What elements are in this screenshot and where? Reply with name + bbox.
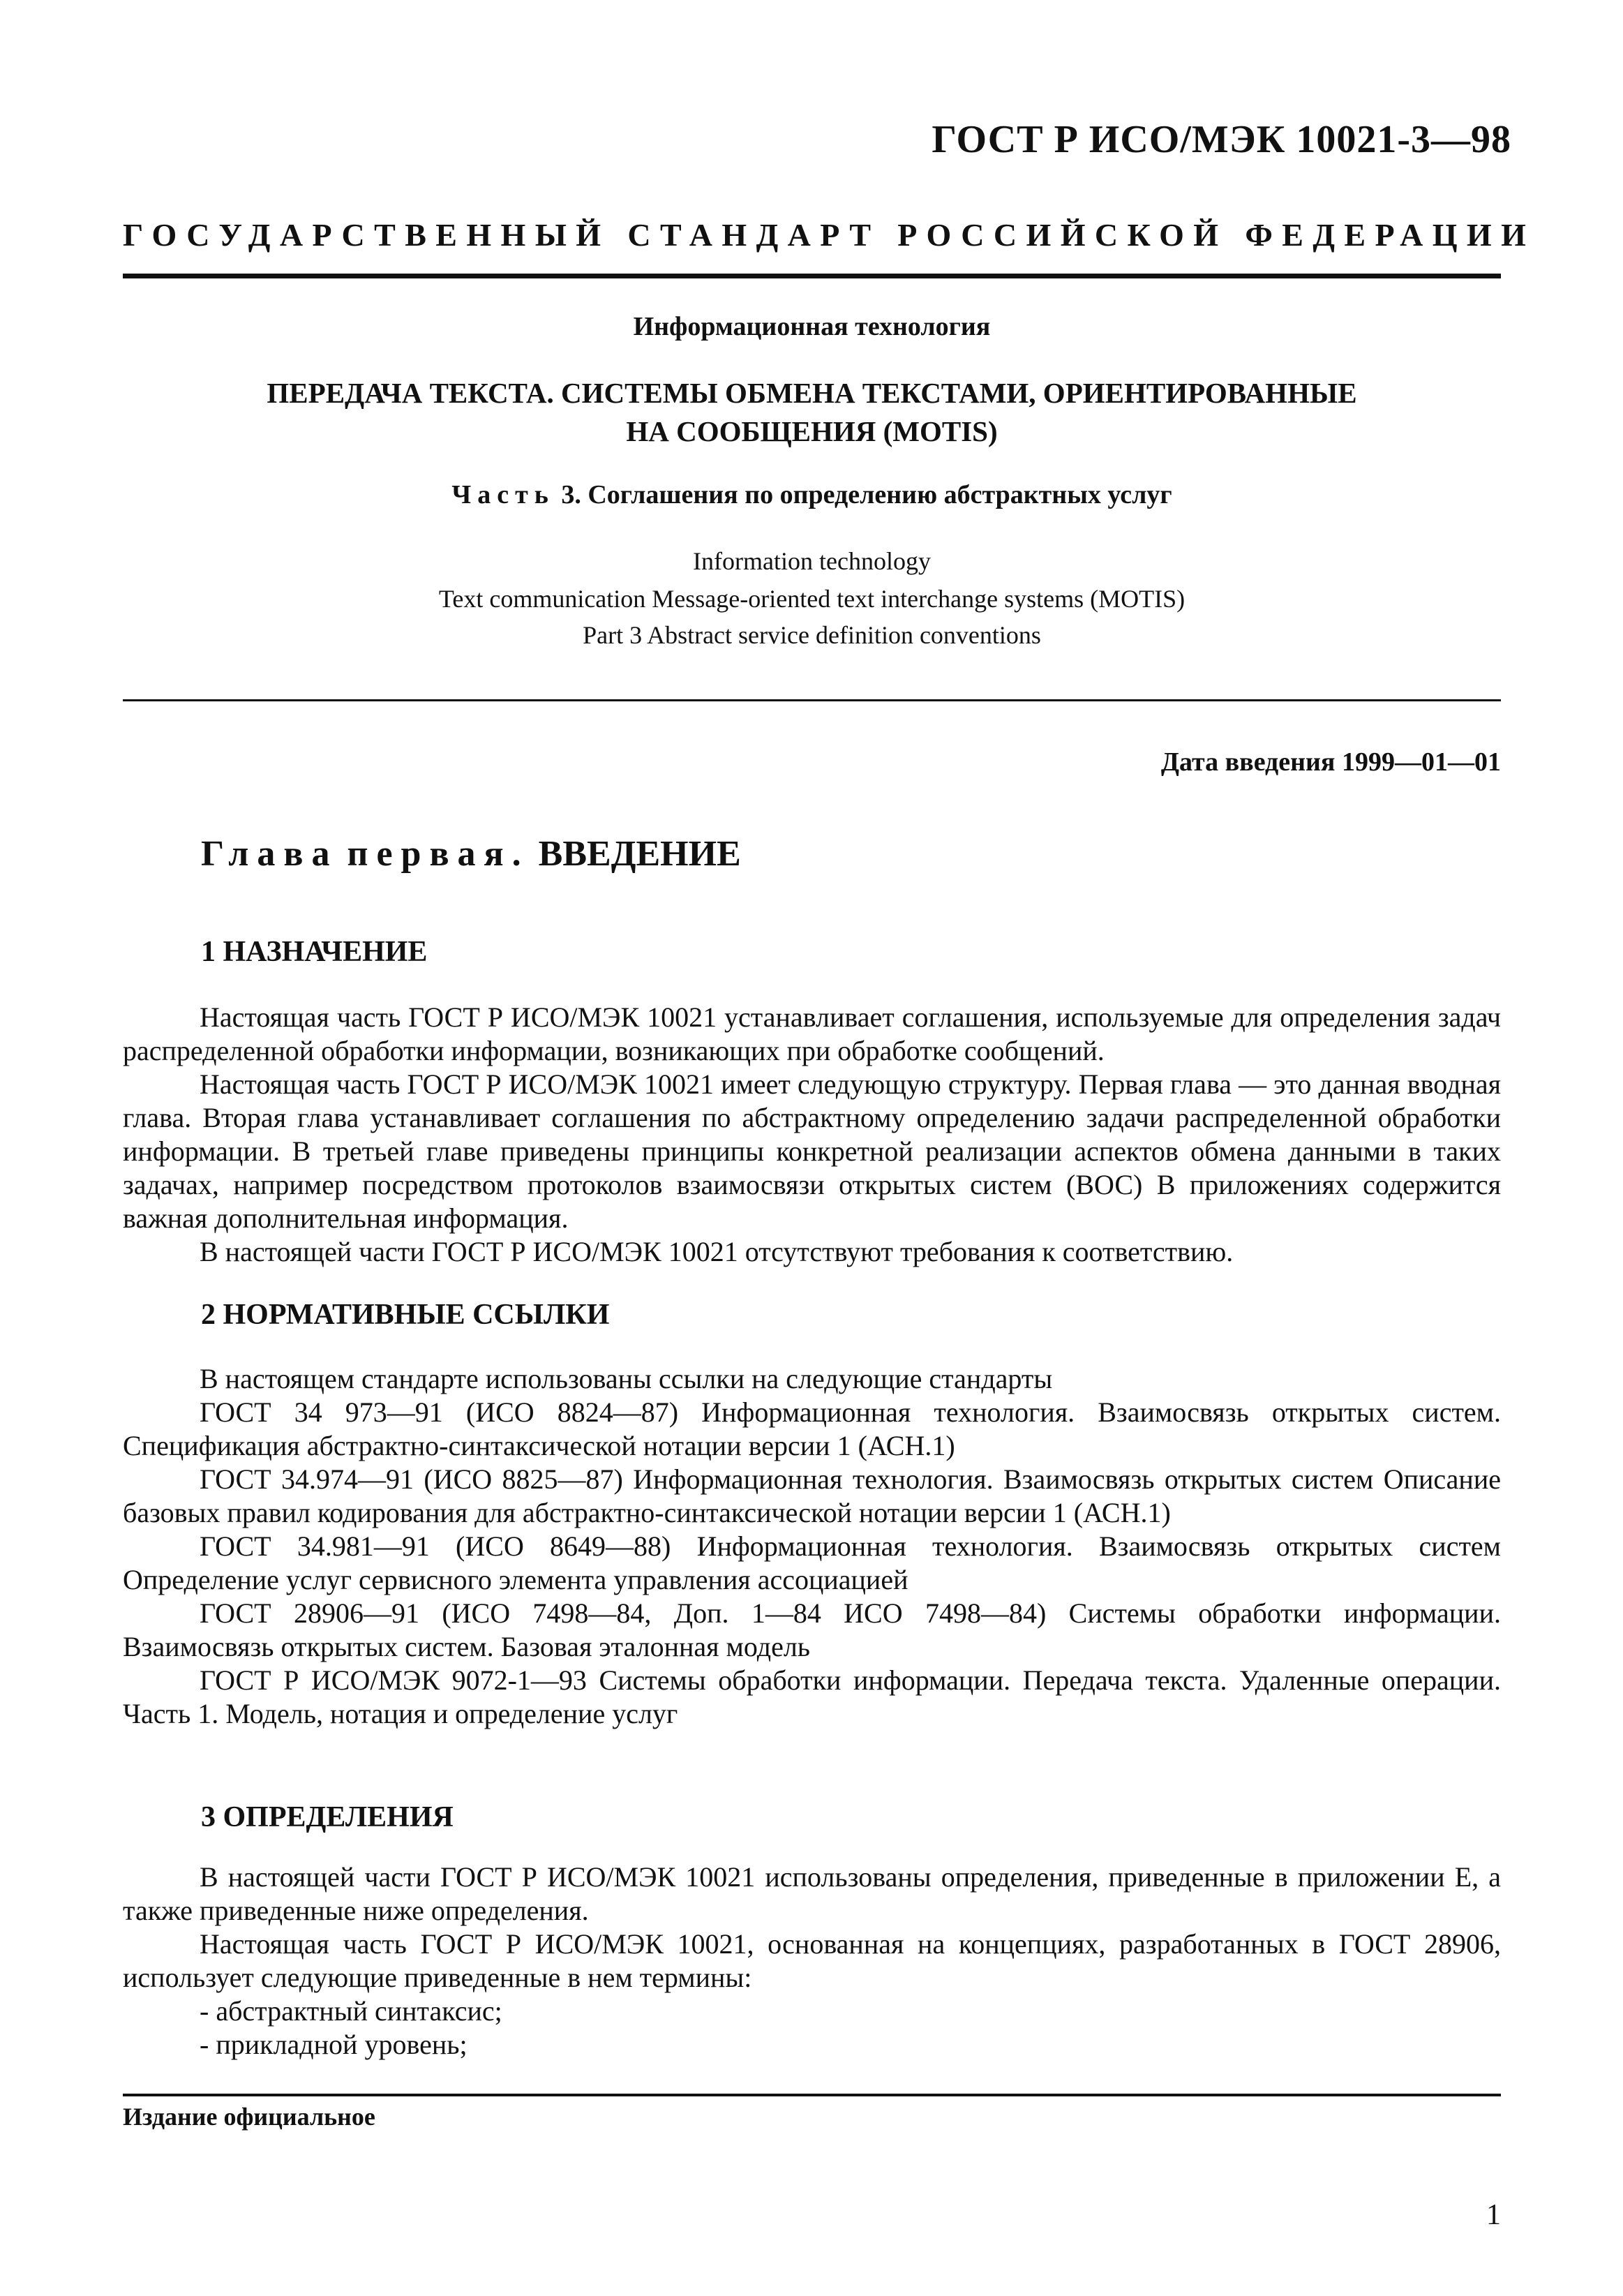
- subject-line: Информационная технология: [633, 312, 991, 341]
- chapter-heading: [201, 833, 741, 874]
- paragraph: Настоящая часть ГОСТ Р ИСО/МЭК 10021, основанная на концепциях, разработанных в ГОСТ 28906, использует следующие приведенные в нем термины:: [123, 1928, 1501, 1993]
- section-1-body: [123, 1001, 1501, 1269]
- paragraph: Настоящая часть ГОСТ Р ИСО/МЭК 10021 устанавливает соглашения, используемые для определения задач распределенной обработки информации, возникающих при обработке сообщений.: [123, 1001, 1501, 1066]
- chapter-name: ВВЕДЕНИЕ: [538, 834, 741, 874]
- reference-item: ГОСТ 28906—91 (ИСО 7498—84, Доп. 1—84 ИСО 7498—84) Системы обработки информации. Взаимосвязь открытых систем. Базовая эталонная модель: [123, 1597, 1501, 1662]
- part-title: [123, 479, 1501, 510]
- english-title-line-2: Text communication Message-oriented text interchange systems (MOTIS): [438, 585, 1186, 613]
- section-2-body: [123, 1362, 1501, 1731]
- list-item: - абстрактный синтаксис;: [200, 1995, 502, 2027]
- document-code: ГОСТ Р ИСО/МЭК 10021-3—98: [932, 118, 1511, 161]
- reference-item: ГОСТ Р ИСО/МЭК 9072-1—93 Системы обработки информации. Передача текста. Удаленные операции. Часть 1. Модель, нотация и определение услуг: [123, 1664, 1501, 1729]
- chapter-word-1: Глава: [201, 834, 338, 874]
- header-rule: [123, 274, 1501, 278]
- paragraph: В настоящей части ГОСТ Р ИСО/МЭК 10021 отсутствуют требования к соответствию.: [200, 1236, 1234, 1267]
- section-1-heading: 1 НАЗНАЧЕНИЕ: [201, 936, 428, 968]
- paragraph: В настоящем стандарте использованы ссылки на следующие стандарты: [200, 1363, 1053, 1394]
- title-line-2: НА СООБЩЕНИЯ (MOTIS): [626, 415, 998, 447]
- english-title-line-1: Information technology: [693, 547, 931, 575]
- list-item: - прикладной уровень;: [200, 2029, 468, 2060]
- paragraph: Настоящая часть ГОСТ Р ИСО/МЭК 10021 имеет следующую структуру. Первая глава — это данная вводная глава. Вторая глава устанавливает соглашения по абстрактному определению задачи распределенной обработки информации. В третьей главе приведены принципы конкретной реализации аспектов обмена данными в таких задачах, например посредством протоколов взаимосвязи открытых систем (ВОС) В приложениях содержится важная дополнительная информация.: [123, 1068, 1501, 1234]
- paragraph: В настоящей части ГОСТ Р ИСО/МЭК 10021 использованы определения, приведенные в приложении Е, а также приведенные ниже определения.: [123, 1861, 1501, 1926]
- state-standard-banner: ГОСУДАРСТВЕННЫЙ СТАНДАРТ РОССИЙСКОЙ ФЕДЕРАЦИИ: [123, 217, 1536, 253]
- reference-item: ГОСТ 34 973—91 (ИСО 8824—87) Информационная технология. Взаимосвязь открытых систем. Спецификация абстрактно-синтаксической нотации версии 1 (АСН.1): [123, 1396, 1501, 1461]
- part-word: Часть: [451, 480, 555, 509]
- part-rest: 3. Соглашения по определению абстрактных услуг: [561, 480, 1172, 509]
- section-3-heading: 3 ОПРЕДЕЛЕНИЯ: [201, 1801, 454, 1833]
- section-2-heading: 2 НОРМАТИВНЫЕ ССЫЛКИ: [201, 1299, 610, 1331]
- reference-item: ГОСТ 34.974—91 (ИСО 8825—87) Информационная технология. Взаимосвязь открытых систем Описание базовых правил кодирования для абстрактно-синтаксической нотации версии 1 (АСН.1): [123, 1463, 1501, 1528]
- title-rule: [123, 699, 1501, 701]
- english-title-line-3: Part 3 Abstract service definition conventions: [583, 621, 1041, 649]
- section-3-body: [123, 1861, 1501, 2062]
- title-line-1: ПЕРЕДАЧА ТЕКСТА. СИСТЕМЫ ОБМЕНА ТЕКСТАМИ, ОРИЕНТИРОВАННЫЕ: [267, 377, 1357, 409]
- page-number: 1: [1486, 2199, 1501, 2231]
- introduction-date: Дата введения 1999—01—01: [1160, 747, 1501, 777]
- document-title: [123, 374, 1501, 451]
- footer-rule: [123, 2094, 1501, 2096]
- reference-item: ГОСТ 34.981—91 (ИСО 8649—88) Информационная технология. Взаимосвязь открытых систем Определение услуг сервисного элемента управления ассоциацией: [123, 1530, 1501, 1595]
- edition-label: Издание официальное: [123, 2103, 375, 2131]
- chapter-word-2: первая.: [347, 834, 530, 874]
